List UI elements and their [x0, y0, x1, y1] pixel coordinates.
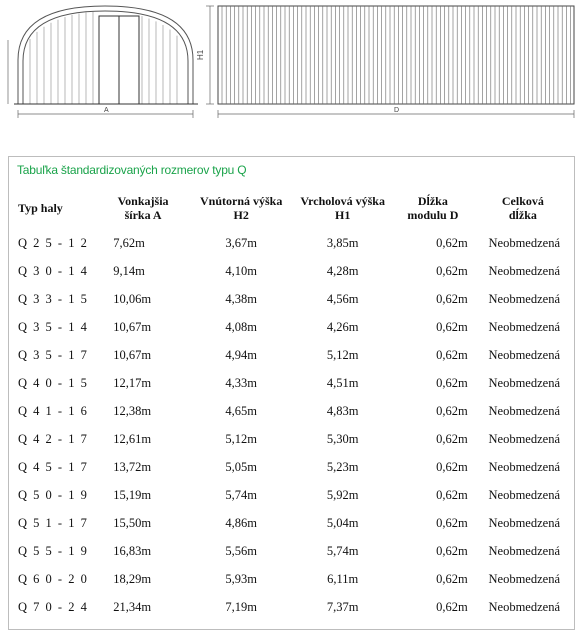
- cell-total-length: Neobmedzená: [488, 263, 560, 278]
- table-header-row: [9, 187, 574, 229]
- cell-hall-type: Q 3 3 - 1 5: [18, 291, 89, 306]
- cell-inner-height: 5,56m: [225, 543, 257, 558]
- header-outer-width-line2: šírka A: [124, 208, 162, 222]
- table-row: [9, 285, 574, 313]
- header-module-length-line2: modulu D: [407, 208, 459, 222]
- cell-module-length: 0,62m: [436, 515, 468, 530]
- dimension-label-d: D: [394, 107, 400, 114]
- cell-outer-width: 10,67m: [113, 319, 152, 334]
- cell-total-length: Neobmedzená: [488, 319, 560, 334]
- cell-outer-width: 12,38m: [113, 403, 152, 418]
- cell-peak-height: 5,12m: [326, 347, 359, 362]
- table-row: [9, 341, 574, 369]
- table-row: [9, 313, 574, 341]
- dimension-label-a: A: [104, 107, 109, 114]
- cell-peak-height: 6,11m: [327, 571, 359, 586]
- cell-total-length: Neobmedzená: [488, 487, 560, 502]
- cell-peak-height: 4,51m: [326, 375, 359, 390]
- cell-module-length: 0,62m: [436, 571, 468, 586]
- header-hall-type: [9, 187, 95, 229]
- cell-total-length: Neobmedzená: [488, 599, 560, 614]
- cell-total-length: Neobmedzená: [488, 459, 560, 474]
- cell-peak-height: 5,23m: [326, 459, 359, 474]
- cell-inner-height: 7,19m: [225, 599, 257, 614]
- cell-peak-height: 4,83m: [326, 403, 359, 418]
- table-row: [9, 537, 574, 565]
- cell-outer-width: 7,62m: [113, 235, 145, 250]
- header-peak-height-line1: Vrcholová výška: [300, 194, 385, 208]
- cell-hall-type: Q 4 1 - 1 6: [18, 403, 89, 418]
- table-row: [9, 481, 574, 509]
- cell-hall-type: Q 4 5 - 1 7: [18, 459, 89, 474]
- table-row: [9, 453, 574, 481]
- cell-outer-width: 9,14m: [113, 263, 145, 278]
- cell-hall-type: Q 3 5 - 1 4: [18, 319, 89, 334]
- cell-module-length: 0,62m: [436, 459, 468, 474]
- table-row: [9, 397, 574, 425]
- cell-inner-height: 5,05m: [225, 459, 257, 474]
- cell-module-length: 0,62m: [436, 347, 468, 362]
- cell-inner-height: 5,93m: [225, 571, 257, 586]
- cell-module-length: 0,62m: [436, 543, 468, 558]
- cell-hall-type: Q 5 1 - 1 7: [18, 515, 89, 530]
- cell-outer-width: 10,06m: [113, 291, 152, 306]
- header-inner-height: [191, 187, 292, 229]
- cell-total-length: Neobmedzená: [488, 543, 560, 558]
- header-outer-width: [95, 187, 191, 229]
- cell-module-length: 0,62m: [436, 487, 468, 502]
- cell-inner-height: 4,10m: [225, 263, 257, 278]
- cell-peak-height: 4,56m: [326, 291, 359, 306]
- header-module-length: [394, 187, 472, 229]
- cell-module-length: 0,62m: [436, 235, 468, 250]
- header-total-length: [472, 187, 574, 229]
- cell-hall-type: Q 3 0 - 1 4: [18, 263, 89, 278]
- cell-peak-height: 5,92m: [326, 487, 359, 502]
- table-row: [9, 257, 574, 285]
- dimensions-table-panel: [8, 156, 575, 630]
- table-row: [9, 565, 574, 593]
- dimension-label-h1: H1: [196, 49, 205, 60]
- cell-total-length: Neobmedzená: [488, 375, 560, 390]
- cell-total-length: Neobmedzená: [488, 347, 560, 362]
- cell-inner-height: 4,94m: [225, 347, 257, 362]
- cell-module-length: 0,62m: [436, 431, 468, 446]
- cell-peak-height: 5,04m: [326, 515, 359, 530]
- cell-inner-height: 5,12m: [225, 431, 257, 446]
- table-body: [9, 229, 574, 621]
- cell-peak-height: 5,30m: [326, 431, 359, 446]
- technical-drawing: [0, 0, 584, 130]
- cell-inner-height: 4,86m: [225, 515, 257, 530]
- cell-module-length: 0,62m: [436, 375, 468, 390]
- cell-inner-height: 4,65m: [225, 403, 257, 418]
- cell-total-length: Neobmedzená: [488, 235, 560, 250]
- cell-inner-height: 4,08m: [225, 319, 257, 334]
- cell-outer-width: 13,72m: [113, 459, 152, 474]
- cell-hall-type: Q 4 2 - 1 7: [18, 431, 89, 446]
- cell-outer-width: 18,29m: [113, 571, 152, 586]
- cell-peak-height: 7,37m: [326, 599, 359, 614]
- cell-outer-width: 12,17m: [113, 375, 152, 390]
- cell-module-length: 0,62m: [436, 403, 468, 418]
- cell-hall-type: Q 5 0 - 1 9: [18, 487, 89, 502]
- cell-peak-height: 5,74m: [326, 543, 359, 558]
- cell-module-length: 0,62m: [436, 263, 468, 278]
- cell-outer-width: 16,83m: [113, 543, 152, 558]
- hall-drawing-svg: [0, 0, 584, 130]
- cell-module-length: 0,62m: [436, 599, 468, 614]
- cell-hall-type: Q 3 5 - 1 7: [18, 347, 89, 362]
- header-total-length-line1: Celková: [501, 194, 544, 208]
- table-row: [9, 369, 574, 397]
- cell-outer-width: 10,67m: [113, 347, 152, 362]
- cell-outer-width: 15,19m: [113, 487, 152, 502]
- header-outer-width-line1: Vonkajšia: [117, 194, 169, 208]
- cell-peak-height: 4,26m: [326, 319, 359, 334]
- cell-hall-type: Q 6 0 - 2 0: [18, 571, 89, 586]
- header-total-length-line2: dĺžka: [508, 208, 537, 222]
- cell-total-length: Neobmedzená: [488, 403, 560, 418]
- cell-total-length: Neobmedzená: [488, 291, 560, 306]
- cell-module-length: 0,62m: [436, 291, 468, 306]
- side-view: [218, 6, 574, 118]
- header-hall-type-line1: Typ haly: [18, 201, 63, 215]
- cell-inner-height: 4,38m: [225, 291, 257, 306]
- header-module-length-line1: Dĺžka: [417, 194, 448, 208]
- table-caption: Tabuľka štandardizovaných rozmerov typu Q: [17, 163, 247, 177]
- table-row: [9, 425, 574, 453]
- cell-hall-type: Q 4 0 - 1 5: [18, 375, 89, 390]
- front-view: [8, 6, 214, 118]
- cell-peak-height: 3,85m: [326, 235, 359, 250]
- cell-peak-height: 4,28m: [326, 263, 359, 278]
- cell-outer-width: 21,34m: [113, 599, 152, 614]
- table-row: [9, 593, 574, 621]
- cell-total-length: Neobmedzená: [488, 515, 560, 530]
- table-row: [9, 229, 574, 257]
- header-inner-height-line2: H2: [233, 208, 249, 222]
- cell-inner-height: 4,33m: [225, 375, 257, 390]
- cell-total-length: Neobmedzená: [488, 431, 560, 446]
- header-inner-height-line1: Vnútorná výška: [199, 194, 283, 208]
- cell-inner-height: 3,67m: [225, 235, 257, 250]
- cell-hall-type: Q 7 0 - 2 4: [18, 599, 89, 614]
- header-peak-height-line2: H1: [335, 208, 351, 222]
- cell-outer-width: 12,61m: [113, 431, 152, 446]
- cell-inner-height: 5,74m: [225, 487, 257, 502]
- cell-hall-type: Q 5 5 - 1 9: [18, 543, 89, 558]
- header-peak-height: [291, 187, 394, 229]
- cell-total-length: Neobmedzená: [488, 571, 560, 586]
- dimensions-table: [9, 187, 574, 621]
- table-row: [9, 509, 574, 537]
- cell-outer-width: 15,50m: [113, 515, 152, 530]
- cell-hall-type: Q 2 5 - 1 2: [18, 235, 89, 250]
- cell-module-length: 0,62m: [436, 319, 468, 334]
